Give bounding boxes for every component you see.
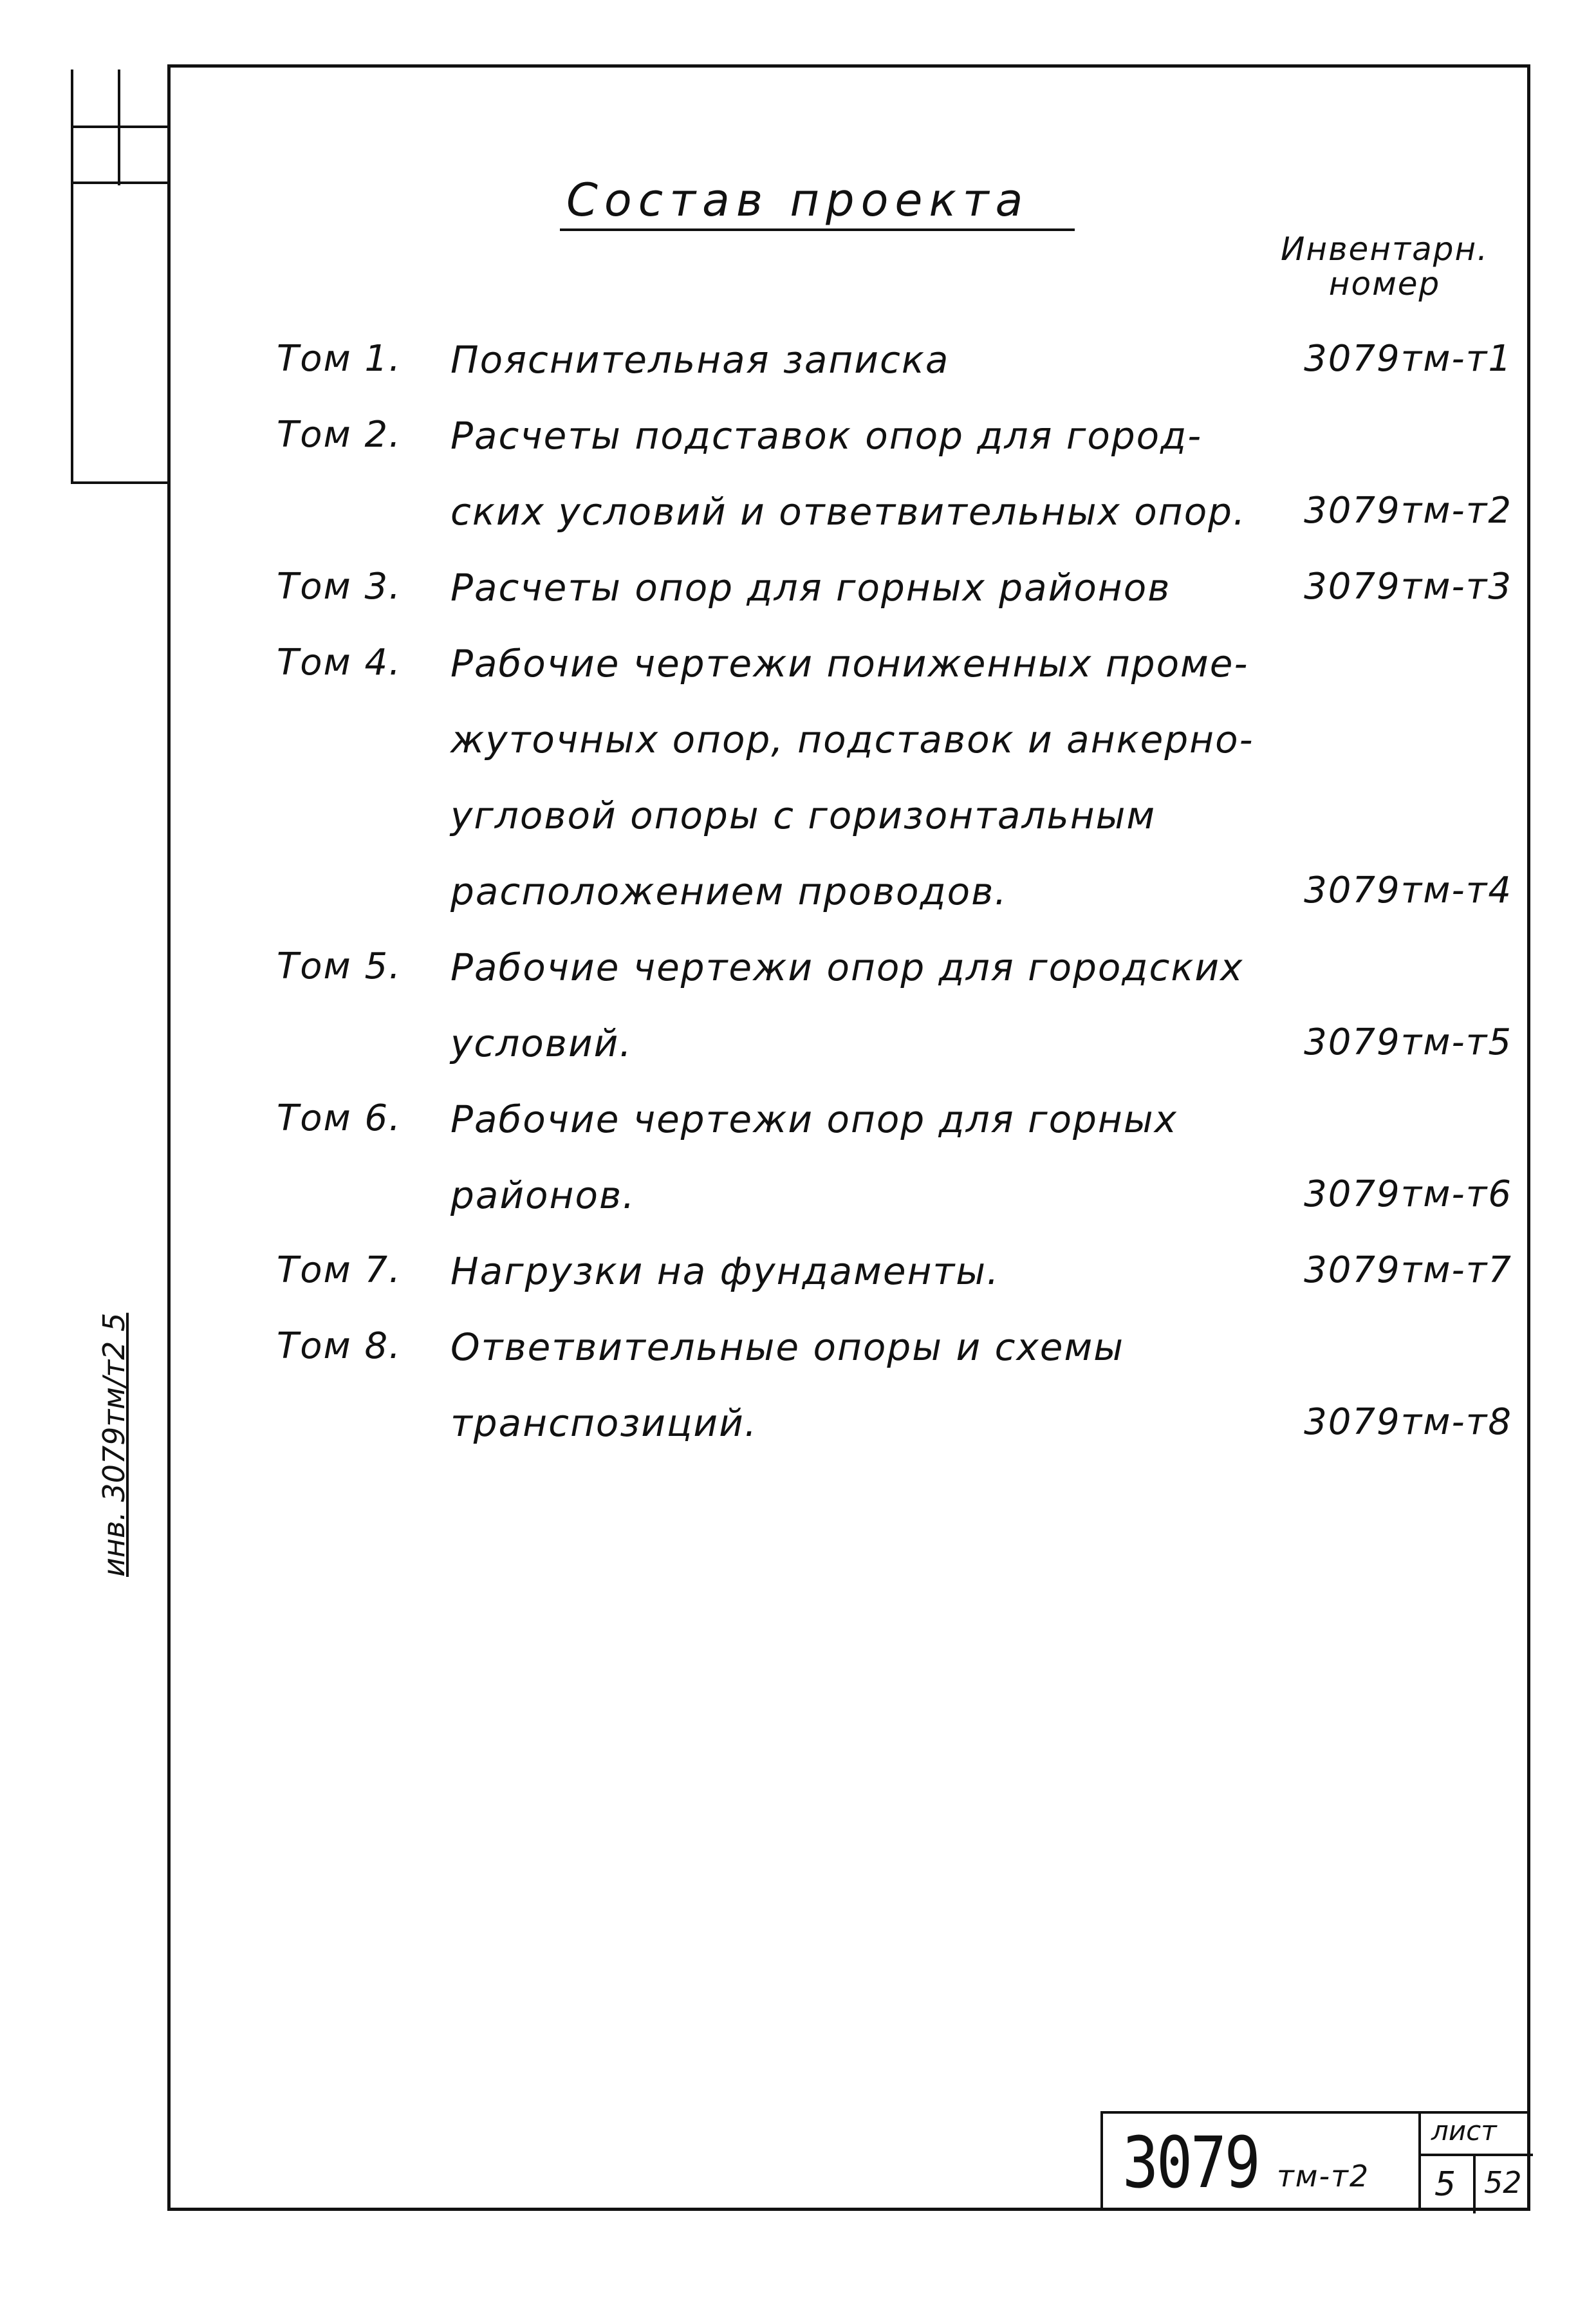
stamp-divider [1418,2154,1533,2156]
inventory-header-line2: номер [1328,265,1441,303]
stamp-suffix: тм-т2 [1277,2159,1370,2193]
volume-label: Том 8. [277,1325,402,1367]
volume-label: Том 7. [277,1249,402,1291]
volume-description-line: транспозиций. [450,1401,758,1445]
volume-description-line: ских условий и ответвительных опор. [450,490,1247,534]
volume-description-line: Рабочие чертежи пониженных проме- [450,642,1249,685]
inventory-header-line1: Инвентарн. [1281,230,1489,268]
title-underline [560,228,1075,231]
volume-inventory-code: 3079тм-т6 [1304,1173,1512,1215]
volume-inventory-code: 3079тм-т7 [1304,1249,1512,1291]
volume-inventory-code: 3079тм-т5 [1304,1021,1512,1063]
page-title: Состав проекта [566,174,1030,227]
volume-description-line: районов. [450,1173,636,1217]
volume-description-line: Нагрузки на фундаменты. [450,1249,1000,1293]
volume-label: Том 3. [277,566,402,608]
volume-description-line: Рабочие чертежи опор для горных [450,1097,1178,1141]
left-stamp-line [71,481,169,484]
left-stamp-line [71,126,169,128]
stamp-divider [1473,2154,1476,2213]
volume-description-line: жуточных опор, подставок и анкерно- [450,718,1254,761]
sheet-number: 5 [1434,2165,1456,2204]
volume-description-line: Пояснительная записка [450,338,950,382]
left-stamp-line [71,182,169,184]
volume-description-line: условий. [450,1021,633,1065]
volume-inventory-code: 3079тм-т2 [1304,490,1512,532]
volume-inventory-code: 3079тм-т8 [1304,1401,1512,1443]
volume-inventory-code: 3079тм-т3 [1304,566,1512,608]
stamp-code: 3079 [1122,2121,1259,2204]
stamp-divider [1418,2114,1421,2208]
volume-description-line: угловой опоры с горизонтальным [450,794,1156,837]
volume-description-line: Ответвительные опоры и схемы [450,1325,1125,1369]
volume-description-line: Расчеты подставок опор для город- [450,414,1203,458]
volume-label: Том 1. [277,338,402,380]
volume-inventory-code: 3079тм-т4 [1304,870,1512,911]
title-block-stamp [1100,2111,1530,2211]
volume-label: Том 2. [277,414,402,456]
side-inventory-note: инв. 3079тм/т2 5 [97,1312,131,1577]
volume-inventory-code: 3079тм-т1 [1304,338,1512,380]
volume-label: Том 4. [277,642,402,684]
volume-label: Том 5. [277,945,402,987]
volume-description-line: Рабочие чертежи опор для городских [450,945,1244,989]
sheet-label: лист [1431,2115,1497,2147]
volume-label: Том 6. [277,1097,402,1139]
inventory-header [1281,232,1489,301]
volume-description-line: расположением проводов. [450,870,1008,913]
left-stamp-line [71,70,73,481]
volume-description-line: Расчеты опор для горных районов [450,566,1171,610]
frame-left-border [167,64,171,2211]
sheet-total: 52 [1484,2165,1522,2200]
